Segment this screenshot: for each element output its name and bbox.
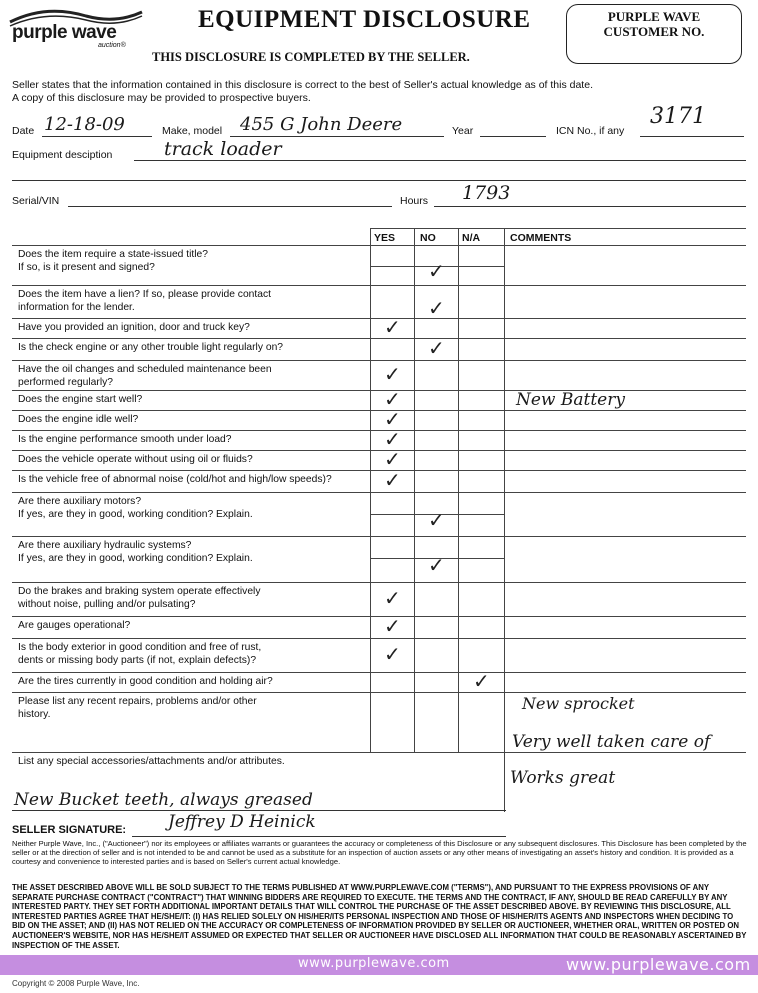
logo-subtext: auction®: [98, 42, 126, 49]
comment-repairs-3[interactable]: Works great: [510, 768, 616, 788]
comment-repairs-1[interactable]: New sprocket: [522, 694, 635, 713]
question-17: Please list any recent repairs, problems and/or other history.: [18, 696, 257, 720]
answer-check-yes[interactable]: ✓: [384, 586, 401, 610]
col-no-header: NO: [420, 232, 436, 244]
copyright: Copyright © 2008 Purple Wave, Inc.: [12, 979, 140, 988]
logo-text: purple wave: [12, 22, 117, 43]
col-yes-header: YES: [374, 232, 396, 244]
purple-wave-logo: [6, 8, 146, 56]
col-comments-header: COMMENTS: [510, 232, 572, 244]
answer-check-no[interactable]: ✓: [428, 259, 445, 283]
answer-check-yes[interactable]: ✓: [384, 387, 401, 411]
answer-check-no[interactable]: ✓: [428, 553, 445, 577]
answer-check-yes[interactable]: ✓: [384, 468, 401, 492]
question-18: List any special accessories/attachments and/or attributes.: [18, 756, 285, 767]
terms-paragraph: THE ASSET DESCRIBED ABOVE WILL BE SOLD SUBJECT TO THE TERMS PUBLISHED AT WWW.PURPLEWAVE.COM ("TERMS"), AND PURSUANT TO THE EXPRESS PROVISIONS OF ANY SEPARATE PURCHASE CONTRACT ("CONTRACT") THAT WINNING BIDDERS ARE REQUIRED TO EXECUTE. THE TERMS AND THE CONTRACT, IF ANY, SHOULD BE READ CAREFULLY BY ANY INTERESTED PARTY. THEY SET FORTH ADDITIONAL IMPORTANT DETAILS THAT WILL CONTROL THE PURCHASE OF THE ASSET DESCRIBED ABOVE. BY REVIEWING THIS DISCLOSURE, ALL INTERESTED PARTIES AGREE THAT HE/SHE/IT: (I) HAS RELIED SOLELY ON HIS/HER/ITS PERSONAL INSPECTION AND THOSE OF HIS/HER/ITS AGENTS AND INSPECTORS WHEN DECIDING TO BID ON THE ASSET; AND (II) HAS NOT RELIED ON THE ACCURACY OR COMPLETENESS OF INFORMATION PROVIDED BY SELLER OR AUCTIONEER, WHETHER ORAL, WRITTEN OR POSTED ON AUCTIONEER'S WEBSITE, NOR HAS HE/SHE/IT ASSUMED OR EXPECTED THAT SELLER OR AUCTIONEER HAVE DISCLOSED ALL INFORMATION THAT COULD BE REASONABLY ASCERTAINED BY INSPECTION OF THE ASSET.: [12, 883, 747, 950]
page-subtitle: THIS DISCLOSURE IS COMPLETED BY THE SELLER.: [152, 50, 470, 64]
question-11: Are there auxiliary motors? If yes, are they in good, working condition? Explain.: [18, 496, 253, 520]
answer-check-yes[interactable]: ✓: [384, 407, 401, 431]
question-4: Is the check engine or any other trouble light regularly on?: [18, 342, 284, 353]
customer-number-box: [566, 4, 742, 64]
customer-box-line2: CUSTOMER NO.: [603, 24, 705, 39]
answer-check-no[interactable]: ✓: [428, 336, 445, 360]
intro-line1: Seller states that the information contained in this disclosure is correct to the best of Seller's actual knowledge as of this date.: [12, 79, 593, 91]
hours-value[interactable]: 1793: [462, 182, 511, 204]
question-9: Does the vehicle operate without using oil or fluids?: [18, 454, 253, 465]
accessories-value[interactable]: New Bucket teeth, always greased: [14, 790, 313, 810]
question-5: Have the oil changes and scheduled maintenance been performed regularly?: [18, 364, 272, 388]
date-label: Date: [12, 125, 35, 137]
question-13: Do the brakes and braking system operate effectively without noise, pulling and/or pulsating?: [18, 586, 261, 610]
answer-check-yes[interactable]: ✓: [384, 362, 401, 386]
description-value[interactable]: track loader: [164, 138, 282, 160]
footer-url-right[interactable]: www.purplewave.com: [566, 955, 751, 974]
answer-check-na[interactable]: ✓: [473, 669, 490, 693]
question-15: Is the body exterior in good condition and free of rust, dents or missing body parts (if not, explain defects)?: [18, 642, 262, 666]
question-1: Does the item require a state-issued title? If so, is it present and signed?: [18, 249, 209, 273]
comment-start-well[interactable]: New Battery: [516, 390, 625, 410]
col-na-header: N/A: [462, 232, 481, 244]
answer-check-yes[interactable]: ✓: [384, 642, 401, 666]
comment-repairs-2[interactable]: Very well taken care of: [512, 732, 711, 752]
question-2: Does the item have a lien? If so, please provide contact information for the lender.: [18, 289, 271, 313]
question-7: Does the engine idle well?: [18, 414, 139, 425]
seller-signature-value[interactable]: Jeffrey D Heinick: [168, 812, 316, 832]
footer-url-center[interactable]: www.purplewave.com: [298, 956, 450, 971]
answer-check-yes[interactable]: ✓: [384, 315, 401, 339]
question-8: Is the engine performance smooth under load?: [18, 434, 232, 445]
serial-field[interactable]: [68, 206, 392, 207]
icn-value[interactable]: 3171: [650, 104, 706, 129]
make-model-label: Make, model: [162, 125, 223, 137]
question-3: Have you provided an ignition, door and truck key?: [18, 322, 250, 333]
question-16: Are the tires currently in good condition and holding air?: [18, 676, 273, 687]
year-field[interactable]: [480, 136, 546, 137]
question-14: Are gauges operational?: [18, 620, 131, 631]
hours-label: Hours: [400, 195, 429, 207]
answer-check-yes[interactable]: ✓: [384, 447, 401, 471]
year-label: Year: [452, 125, 474, 137]
description-line-2: [12, 180, 746, 181]
make-model-value[interactable]: 455 G John Deere: [240, 114, 403, 135]
question-6: Does the engine start well?: [18, 394, 143, 405]
description-label: Equipment desciption: [12, 149, 113, 161]
answer-check-no[interactable]: ✓: [428, 508, 445, 532]
customer-box-line1: PURPLE WAVE: [607, 9, 701, 24]
disclaimer-paragraph: Neither Purple Wave, Inc., ("Auctioneer") nor its employees or affiliates warrants or guarantees the accuracy or completeness of this Disclosure or any subsequent disclosures. This Disclosure has been completed by the seller or at the direction of seller and is not intended to be and cannot be used as a substitute for an inspection of auction assets or any other means of investigating an asset's history and condition. It is provided as a courtesy and convenience to interested parties and is based on Seller's current actual knowledge.: [12, 839, 747, 866]
intro-line2: A copy of this disclosure may be provided to prospective buyers.: [12, 92, 311, 104]
question-10: Is the vehicle free of abnormal noise (cold/hot and high/low speeds)?: [18, 474, 332, 485]
intro-statement: [12, 79, 752, 105]
answer-check-yes[interactable]: ✓: [384, 614, 401, 638]
answer-check-yes[interactable]: ✓: [384, 427, 401, 451]
seller-signature-label: SELLER SIGNATURE:: [12, 824, 127, 836]
icn-label: ICN No., if any: [556, 125, 625, 137]
date-value[interactable]: 12-18-09: [44, 114, 125, 135]
accessories-line: [12, 810, 506, 811]
question-12: Are there auxiliary hydraulic systems? If yes, are they in good, working condition? Explain.: [18, 540, 253, 564]
answer-check-no[interactable]: ✓: [428, 295, 445, 320]
page-title: EQUIPMENT DISCLOSURE: [198, 6, 531, 33]
serial-label: Serial/VIN: [12, 195, 60, 207]
footer-bar: [0, 955, 758, 975]
